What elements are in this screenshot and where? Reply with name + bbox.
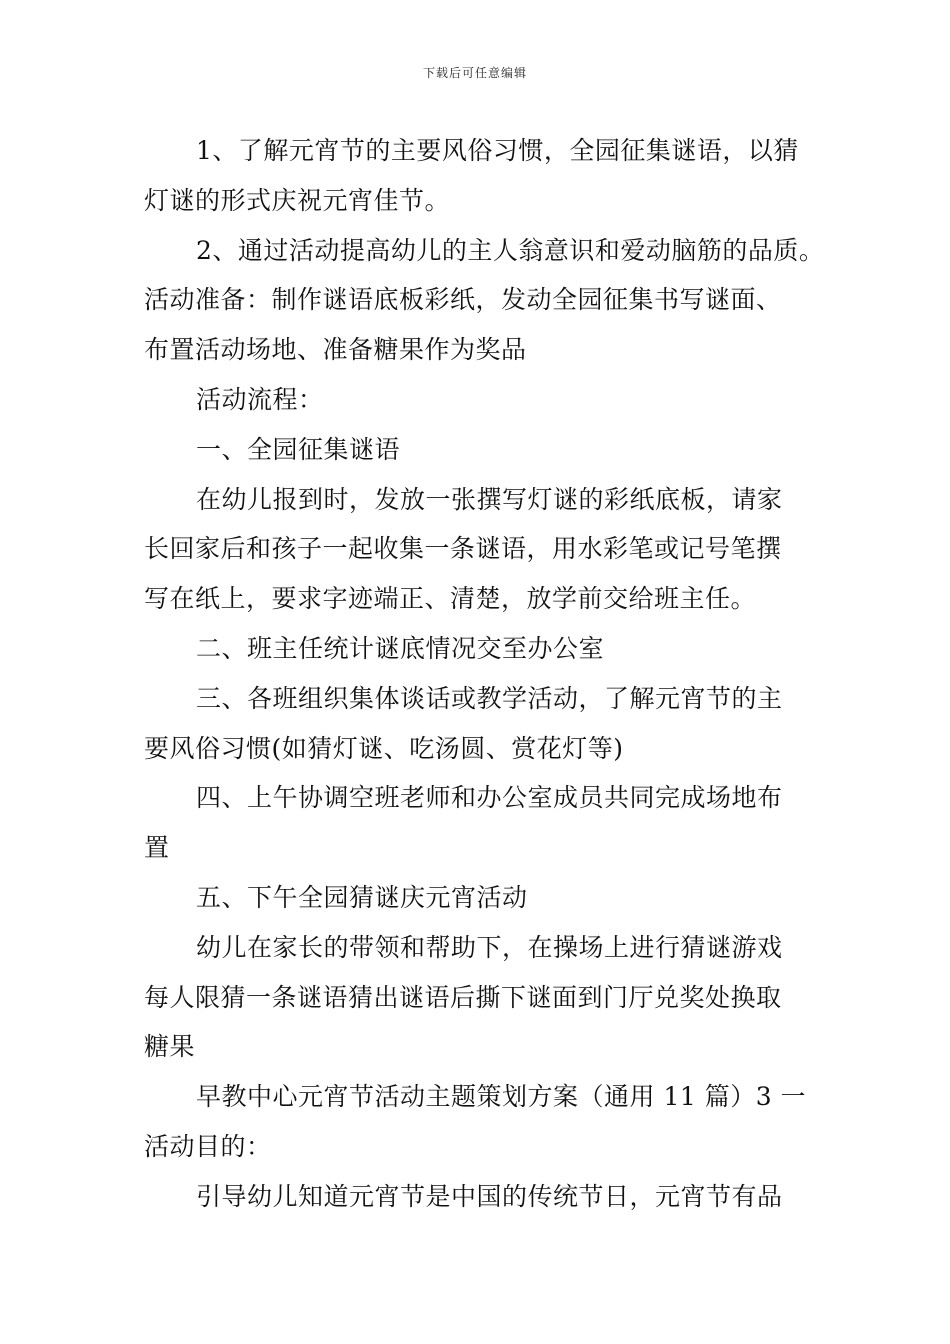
text-line: 要风俗习惯(如猜灯谜、吃汤圆、赏花灯等) xyxy=(144,733,624,763)
step-heading: 一、全园征集谜语 xyxy=(196,434,401,464)
text-line: 引导幼儿知道元宵节是中国的传统节日，元宵节有品 xyxy=(196,1181,783,1211)
step-heading: 四、上午协调空班老师和办公室成员共同完成场地布 xyxy=(196,783,783,813)
text-line: 在幼儿报到时，发放一张撰写灯谜的彩纸底板，请家 xyxy=(196,484,783,514)
page-header-note: 下载后可任意编辑 xyxy=(422,66,527,80)
text-line: 布置活动场地、准备糖果作为奖品 xyxy=(144,335,527,365)
text-line: 活动准备：制作谜语底板彩纸，发动全园征集书写谜面、 xyxy=(144,285,782,315)
document-body xyxy=(144,126,834,1222)
section-heading: 活动流程： xyxy=(196,384,324,414)
text-line: 长回家后和孩子一起收集一条谜语，用水彩笔或记号笔撰 xyxy=(144,534,782,564)
section-heading: 活动目的： xyxy=(144,1131,272,1161)
step-heading: 三、各班组织集体谈话或教学活动，了解元宵节的主 xyxy=(196,683,783,713)
text-line: 1、了解元宵节的主要风俗习惯，全园征集谜语，以猜 xyxy=(196,136,799,165)
text-line: 灯谜的形式庆祝元宵佳节。 xyxy=(144,185,451,215)
text-line: 幼儿在家长的带领和帮助下，在操场上进行猜谜游戏 xyxy=(196,932,783,962)
text-line: 糖果 xyxy=(144,1032,196,1062)
step-heading: 五、下午全园猜谜庆元宵活动 xyxy=(196,882,528,912)
text-line: 写在纸上，要求字迹端正、清楚，放学前交给班主任。 xyxy=(144,584,757,614)
step-heading: 二、班主任统计谜底情况交至办公室 xyxy=(196,633,605,663)
text-line: 置 xyxy=(144,833,170,863)
text-line: 每人限猜一条谜语猜出谜语后撕下谜面到门厅兑奖处换取 xyxy=(144,982,782,1012)
text-line: 2、通过活动提高幼儿的主人翁意识和爱动脑筋的品质。 xyxy=(196,235,825,265)
document-title-line: 早教中心元宵节活动主题策划方案（通用 11 篇）3 一 xyxy=(196,1082,807,1112)
